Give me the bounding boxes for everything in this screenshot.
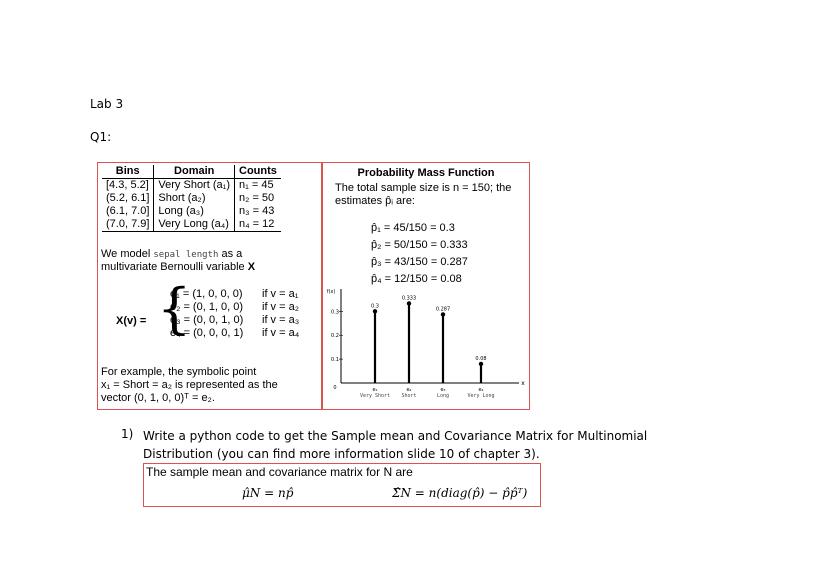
estimate-1: p̂₁ = 45/150 = 0.3 (371, 222, 455, 234)
table-row (102, 205, 281, 218)
table-header-domain: Domain (154, 165, 235, 179)
case-row: e₂ = (0, 1, 0, 0) if v = a₂ (170, 301, 299, 313)
estimate-4: p̂₄ = 12/150 = 0.08 (371, 273, 462, 285)
stem-point (407, 301, 411, 305)
formula-box-caption: The sample mean and covariance matrix for N are (146, 465, 413, 479)
category-symbol: e₃ (440, 387, 446, 393)
task-description: Write a python code to get the Sample mean and Covariance Matrix for Multinomial Distribution (you can find more information slide 10 of chapter 3). (143, 429, 648, 461)
task-number: 1) (121, 427, 134, 441)
cases-lhs: X(v) = (116, 315, 147, 327)
table-cell: Very Long (a₄) (154, 218, 235, 232)
pmf-chart (323, 283, 529, 409)
category-symbol: e₄ (478, 387, 484, 393)
table-cell: [4.3, 5.2] (102, 179, 154, 193)
slide-right-panel (322, 162, 530, 410)
model-variable-name: sepal length (153, 250, 219, 260)
formula-box (143, 463, 541, 507)
question-label: Q1: (90, 130, 112, 144)
category-label: Very Short (359, 393, 391, 399)
category-symbol: e₁ (372, 387, 378, 393)
y-tick-label: 0.3 (331, 309, 339, 316)
table-row (102, 218, 281, 232)
stem-point (373, 309, 377, 313)
slide-left-panel (97, 162, 322, 410)
y-tick-label: 0 (333, 385, 337, 391)
x-axis-label: x (521, 380, 525, 387)
stem-point (441, 312, 445, 316)
lab-title: Lab 3 (90, 97, 124, 111)
table-row (102, 192, 281, 205)
category-symbol: e₂ (406, 387, 412, 393)
pmf-intro: The total sample size is n = 150; the estimates p̂ᵢ are: (335, 182, 512, 207)
stem-point (479, 362, 483, 366)
table-cell: Short (a₂) (154, 192, 235, 205)
y-tick-label: 0.1 (331, 357, 339, 364)
category-label: Long (436, 393, 450, 399)
estimate-3: p̂₃ = 43/150 = 0.287 (371, 256, 468, 268)
table-cell: (6.1, 7.0] (102, 205, 154, 218)
data-label: 0.08 (475, 355, 487, 362)
estimate-2: p̂₂ = 50/150 = 0.333 (371, 239, 468, 251)
data-label: 0.3 (371, 303, 379, 310)
pmf-estimates (371, 220, 468, 288)
category-label: Short (401, 393, 417, 399)
bins-table (102, 165, 281, 232)
table-cell: n₃ = 43 (239, 205, 275, 217)
table-cell: n₄ = 12 (239, 218, 275, 230)
table-header-counts: Counts (235, 165, 281, 179)
mean-formula: μ̂N = np̂ (242, 486, 294, 500)
data-label: 0.333 (401, 295, 417, 302)
case-row: e₃ = (0, 0, 1, 0) if v = a₃ (170, 314, 300, 326)
table-cell: Long (a₃) (154, 205, 235, 218)
example-text: For example, the symbolic point x₁ = Short = a₂ is represented as the vector (0, 1, 0, 0)ᵀ = e₂. (101, 366, 278, 404)
case-row: e₄ = (0, 0, 0, 1) if v = a₄ (170, 327, 300, 339)
pmf-title: Probability Mass Function (357, 167, 495, 179)
table-cell: n₁ = 45 (239, 179, 274, 191)
covariance-formula: Σ̂N = n(diag(p̂) − p̂p̂ᵀ) (392, 486, 528, 500)
table-cell: (5.2, 6.1] (102, 192, 154, 205)
table-header-bins: Bins (102, 165, 154, 179)
table-cell: (7.0, 7.9] (102, 218, 154, 232)
case-row: e₁ = (1, 0, 0, 0) if v = a₁ (170, 288, 299, 300)
table-header-row (102, 165, 281, 179)
left-brace: { (157, 277, 192, 340)
table-cell: Very Short (a₁) (154, 179, 235, 193)
table-cell: n₂ = 50 (239, 192, 275, 204)
data-label: 0.287 (435, 306, 451, 313)
model-text: We model sepal length as a multivariate Bernoulli variable X (101, 248, 256, 273)
y-tick-label: 0.2 (331, 333, 339, 340)
table-row (102, 179, 281, 193)
y-axis-label: f(x) (326, 289, 336, 295)
category-label: Very Long (467, 393, 495, 399)
cases-list (170, 288, 299, 340)
